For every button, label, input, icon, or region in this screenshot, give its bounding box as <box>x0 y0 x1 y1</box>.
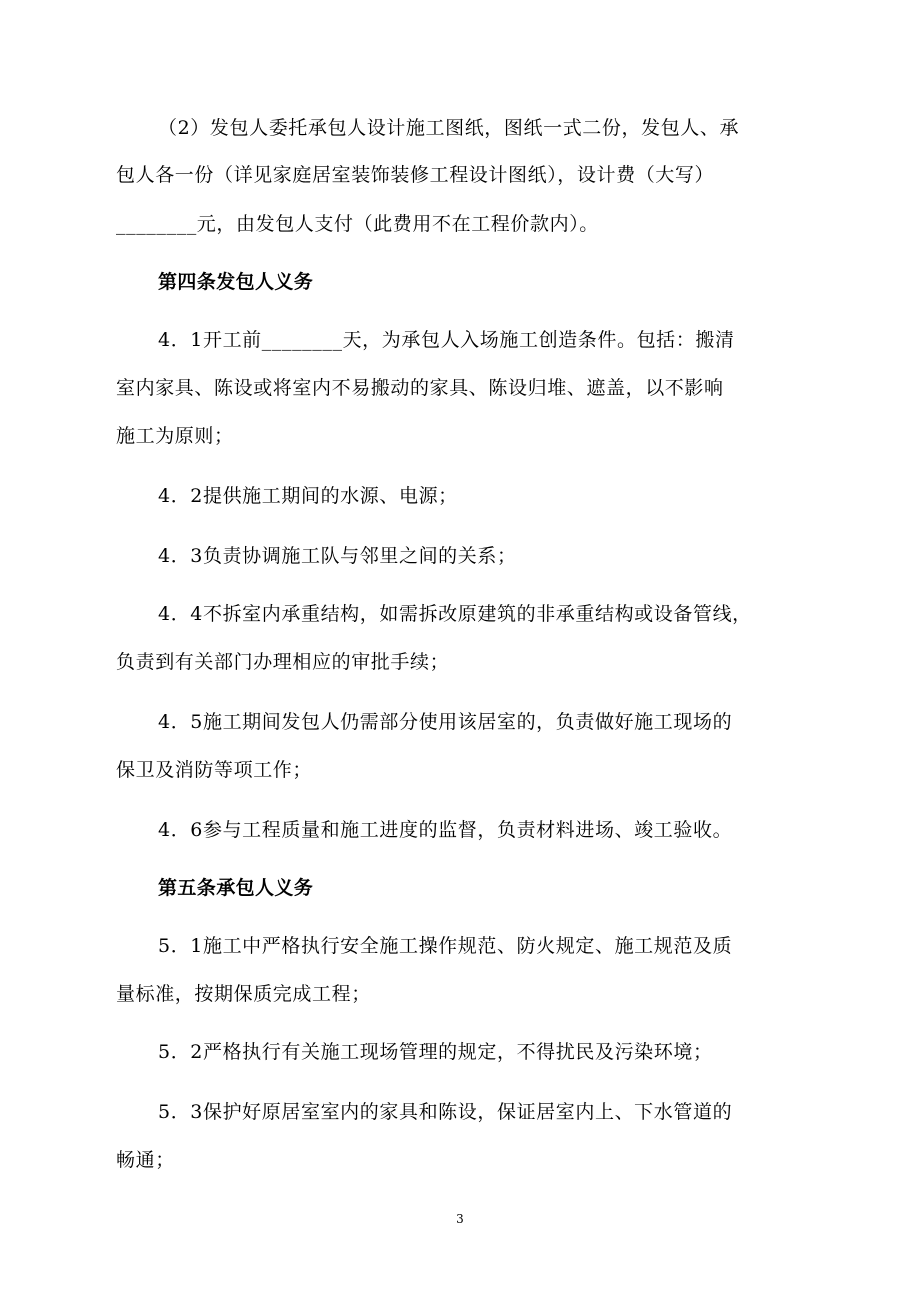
paragraph-line: （2）发包人委托承包人设计施工图纸，图纸一式二份，发包人、承 <box>158 117 740 139</box>
paragraph-line: 量标准，按期保质完成工程； <box>116 983 371 1005</box>
paragraph-line: 4．4不拆室内承重结构，如需拆改原建筑的非承重结构或设备管线， <box>158 603 752 625</box>
paragraph-line: 4．1开工前________天，为承包人入场施工创造条件。包括：搬清 <box>158 329 735 351</box>
paragraph-line: 畅通； <box>116 1149 175 1171</box>
paragraph-line: 负责到有关部门办理相应的审批手续； <box>116 651 450 673</box>
paragraph-line: 室内家具、陈设或将室内不易搬动的家具、陈设归堆、遮盖，以不影响 <box>116 377 724 399</box>
paragraph-line: 施工为原则； <box>116 425 234 447</box>
paragraph-line: 包人各一份（详见家庭居室装饰装修工程设计图纸），设计费（大写） <box>116 164 715 186</box>
paragraph-line: ________元，由发包人支付（此费用不在工程价款内）。 <box>116 213 599 235</box>
paragraph-line: 4．6参与工程质量和施工进度的监督，负责材料进场、竣工验收。 <box>158 819 733 841</box>
page-number: 3 <box>456 1212 464 1226</box>
section-heading-article-5: 第五条承包人义务 <box>158 877 314 899</box>
paragraph-line: 5．3保护好原居室室内的家具和陈设，保证居室内上、下水管道的 <box>158 1101 733 1123</box>
paragraph-line: 5．1施工中严格执行安全施工操作规范、防火规定、施工规范及质 <box>158 935 733 957</box>
section-heading-article-4: 第四条发包人义务 <box>158 271 314 293</box>
paragraph-line: 4．5施工期间发包人仍需部分使用该居室的，负责做好施工现场的 <box>158 711 733 733</box>
paragraph-line: 保卫及消防等项工作； <box>116 759 313 781</box>
paragraph-line: 5．2严格执行有关施工现场管理的规定，不得扰民及污染环境； <box>158 1041 713 1063</box>
paragraph-line: 4．3负责协调施工队与邻里之间的关系； <box>158 545 517 567</box>
paragraph-line: 4．2提供施工期间的水源、电源； <box>158 485 458 507</box>
